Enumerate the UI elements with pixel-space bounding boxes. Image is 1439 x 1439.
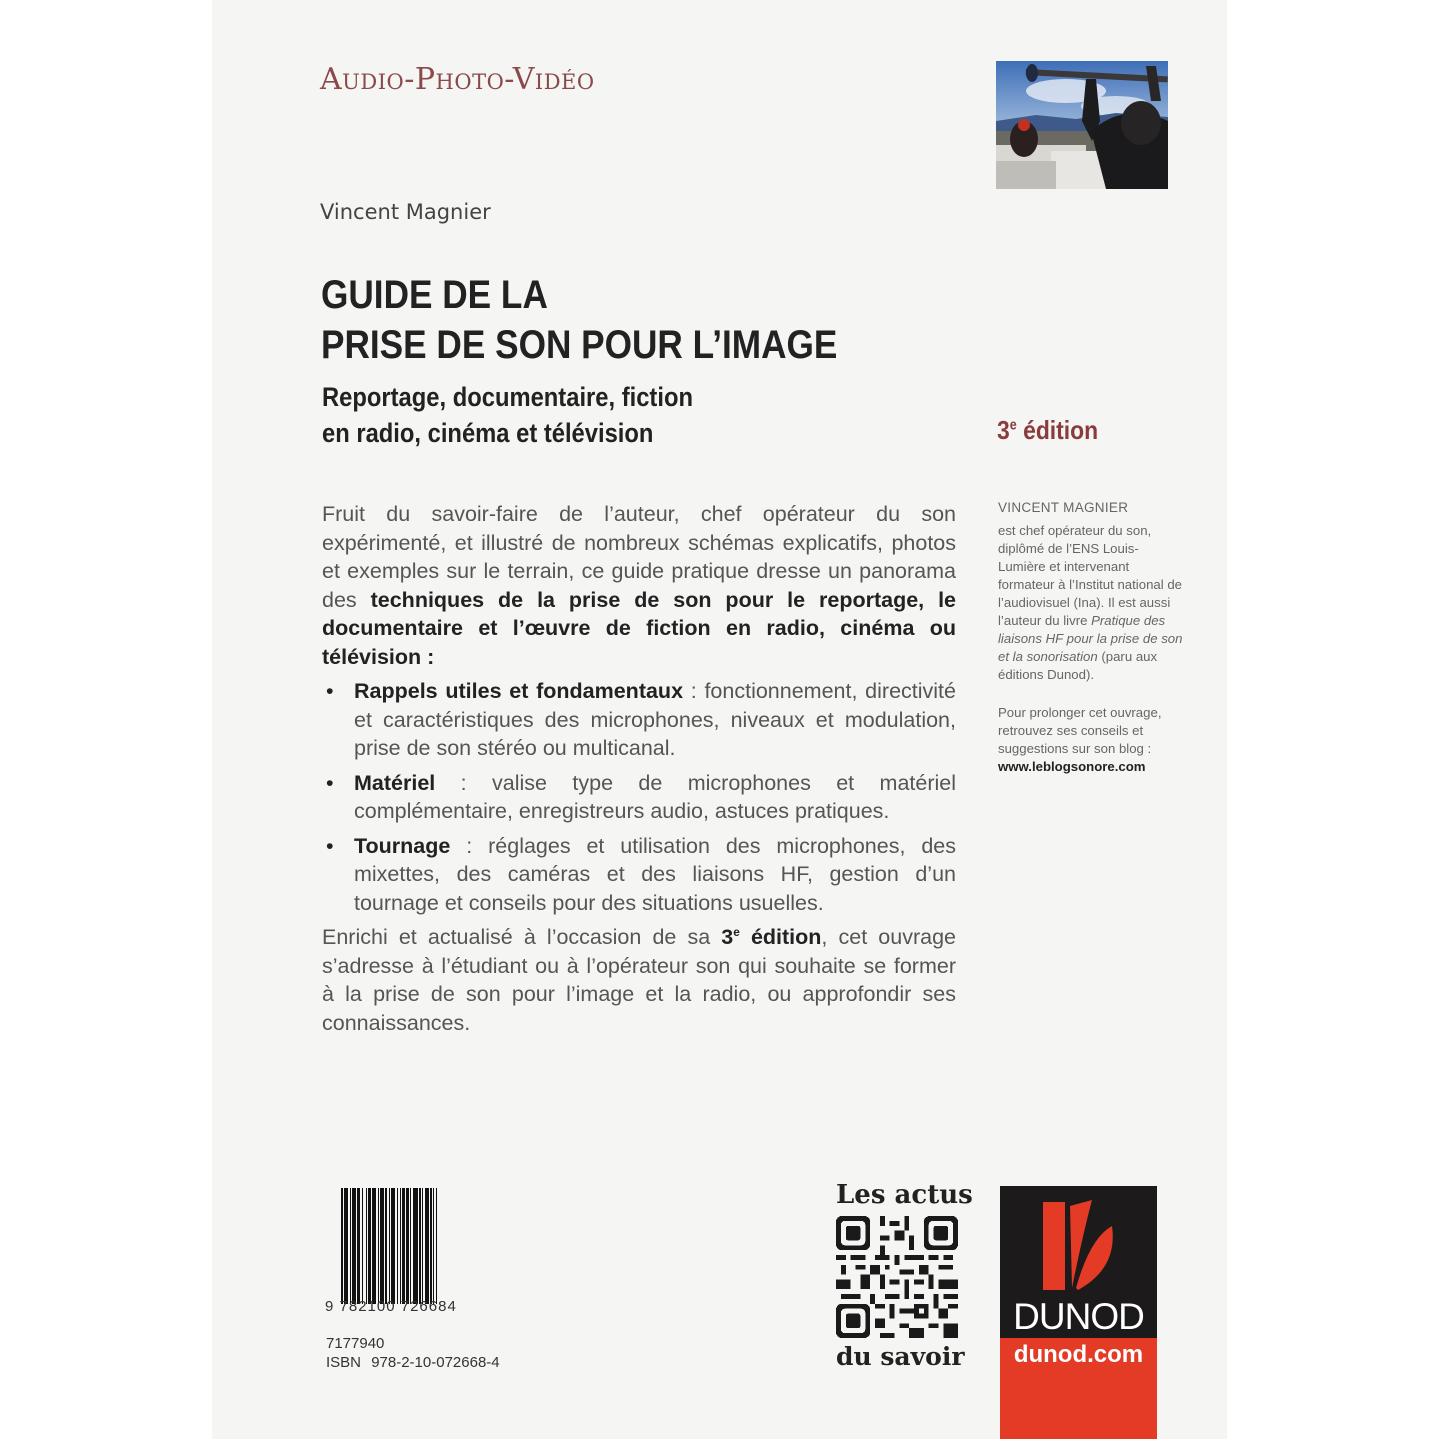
- title-line-1: GUIDE DE LA: [321, 273, 548, 317]
- qr-caption-bottom: du savoir: [836, 1342, 965, 1371]
- edition-number: 3: [997, 415, 1010, 445]
- cover-photo: [996, 61, 1168, 189]
- topic-term: Matériel: [354, 770, 436, 795]
- isbn-value: 978-2-10-072668-4: [371, 1354, 500, 1371]
- blog-link[interactable]: www.leblogsonore.com: [998, 759, 1146, 774]
- topic-term: Rappels utiles et fondamentaux: [354, 679, 684, 703]
- barcode: [341, 1188, 481, 1304]
- outro-edition-sup: e: [733, 924, 740, 939]
- dunod-book-logo-icon: [1040, 1198, 1120, 1290]
- topic-list: [322, 677, 956, 917]
- bio-blog: [998, 704, 1183, 776]
- bullet-icon: •: [326, 770, 334, 795]
- outro-edition: [721, 925, 821, 949]
- barcode-digits: 9 782100 726684: [325, 1298, 457, 1315]
- outro-edition-label: édition: [739, 925, 822, 949]
- bio-text: [998, 522, 1183, 684]
- product-code: 7177940: [326, 1335, 385, 1352]
- bio-text-start: est chef opérateur du son, diplômé de l’ENS Louis-Lumière et intervenant formateur à l’Institut national de l’audiovisuel (Ina). Il est aussi l’auteur du livre: [998, 523, 1182, 628]
- intro-bold-text: techniques de la prise de son pour le reportage, le documentaire et l’œuvre de fiction en radio, cinéma ou télévision :: [322, 587, 957, 669]
- book-title: [321, 270, 837, 370]
- bullet-icon: •: [326, 833, 334, 858]
- qr-caption-top: Les actus: [836, 1180, 973, 1210]
- publisher-logo: [1000, 1186, 1157, 1439]
- publisher-url[interactable]: dunod.com: [1013, 1341, 1144, 1368]
- bullet-icon: •: [326, 679, 334, 703]
- bio-text-end: (paru aux éditions Dunod).: [998, 649, 1158, 682]
- blurb: [322, 500, 956, 1043]
- author-name: Vincent Magnier: [320, 200, 491, 224]
- outro-text-end: , cet ouvrage s’adresse à l’étudiant ou à l’opérateur son qui souhaite se former à la prise de son pour l’image et la radio, ou approfondir ses connaissances.: [322, 925, 956, 1035]
- list-item: [322, 769, 956, 826]
- topic-text: : réglages et utilisation des microphones, des mixettes, des caméras et des liaisons HF, gestion d’un tournage et conseils pour des situations usuelles.: [354, 833, 956, 915]
- intro-text: Fruit du savoir-faire de l’auteur, chef opérateur du son expérimenté, et illustré de nombreux schémas explicatifs, photos et exemples sur le terrain, ce guide pratique dresse un panorama des: [322, 502, 956, 612]
- qr-code-icon: [836, 1216, 958, 1338]
- collection-name: Audio-Photo-Vidéo: [320, 62, 595, 97]
- subtitle-line-1: Reportage, documentaire, fiction: [322, 382, 693, 412]
- topic-text: : valise type de microphones et matériel complémentaire, enregistreurs audio, astuces pratiques.: [354, 770, 956, 823]
- topic-text: : fonctionnement, directivité et caractéristiques des microphones, niveaux et modulation, prise de son stéréo ou multicanal.: [354, 679, 956, 760]
- qr-code[interactable]: [836, 1216, 958, 1338]
- subtitle-line-2: en radio, cinéma et télévision: [322, 418, 654, 448]
- isbn: [326, 1354, 500, 1371]
- outro-edition-number: 3: [721, 925, 734, 949]
- bio-author-name: VINCENT MAGNIER: [998, 500, 1129, 515]
- list-item: [322, 677, 956, 763]
- blog-intro: Pour prolonger cet ouvrage, retrouvez ses conseils et suggestions sur son blog :: [998, 705, 1162, 756]
- book-subtitle: [322, 379, 693, 451]
- publisher-name: DUNOD: [1013, 1296, 1144, 1337]
- topic-term: Tournage: [354, 833, 451, 858]
- outro-text: Enrichi et actualisé à l’occasion de sa: [322, 925, 722, 949]
- edition-label: [997, 415, 1098, 446]
- blurb-outro: [322, 923, 956, 1037]
- title-line-2: PRISE DE SON POUR L’IMAGE: [321, 323, 838, 367]
- sound-recordist-photo-icon: [996, 61, 1168, 189]
- list-item: [322, 832, 956, 918]
- blurb-intro: [322, 500, 956, 671]
- isbn-label: ISBN: [326, 1354, 362, 1371]
- bio-book-title: Pratique des liaisons HF pour la prise de son et la sonorisation: [998, 613, 1183, 664]
- edition-text: édition: [1016, 415, 1099, 445]
- author-bio: [998, 499, 1183, 796]
- edition-sup: e: [1009, 417, 1017, 434]
